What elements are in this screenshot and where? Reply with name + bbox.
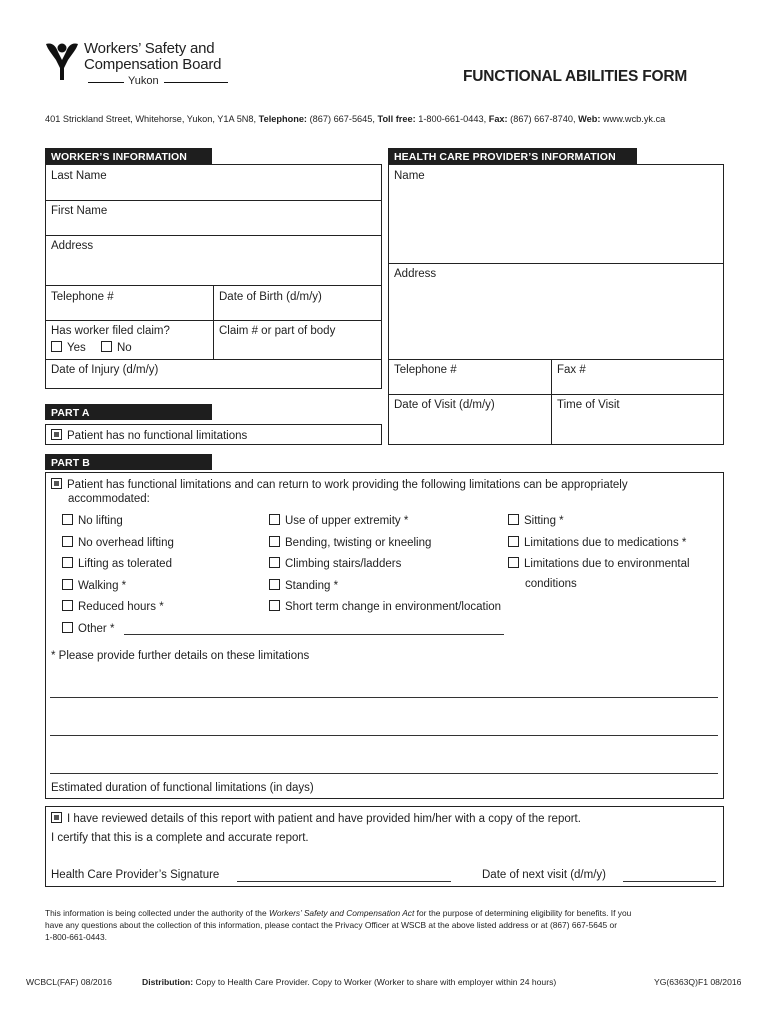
has-limitations-label-cont: accommodated: bbox=[68, 493, 150, 505]
distribution-text: Copy to Health Care Provider. Copy to Worker (Worker to share with employer within 24 hours) bbox=[195, 977, 557, 987]
wscb-logo-icon bbox=[42, 40, 82, 82]
no-limitations-checkbox[interactable] bbox=[51, 429, 62, 440]
next-visit-label: Date of next visit (d/m/y) bbox=[482, 869, 606, 881]
reviewed-checkbox[interactable] bbox=[51, 812, 62, 823]
reviewed-option bbox=[51, 812, 581, 825]
filed-claim-label: Has worker filed claim? bbox=[51, 325, 170, 337]
signature-label: Health Care Provider’s Signature bbox=[51, 869, 220, 881]
provider-col-divider bbox=[551, 359, 552, 445]
limitation-option bbox=[62, 557, 172, 570]
worker-divider-5 bbox=[45, 359, 382, 360]
web-value: www.wcb.yk.ca bbox=[602, 114, 666, 124]
fax-value: (867) 667-8740, bbox=[510, 114, 576, 124]
part-b-title: PART B bbox=[45, 454, 212, 470]
provider-divider-2 bbox=[388, 359, 724, 360]
duration-field[interactable]: Estimated duration of functional limitations (in days) bbox=[51, 782, 314, 794]
limitation-label: No lifting bbox=[78, 515, 123, 527]
web-label: Web: bbox=[578, 114, 601, 124]
worker-divider-1 bbox=[45, 200, 382, 201]
no-checkbox[interactable] bbox=[101, 341, 112, 352]
limitation-option bbox=[269, 514, 408, 527]
provider-telephone-field[interactable]: Telephone # bbox=[394, 364, 457, 376]
signature-line[interactable] bbox=[237, 881, 451, 882]
limitation-option bbox=[269, 536, 431, 549]
footer-yg-code: YG(6363Q)F1 08/2016 bbox=[654, 977, 742, 987]
limitation-label: Sitting * bbox=[524, 515, 564, 527]
footer-distribution bbox=[142, 977, 556, 987]
limitation-option bbox=[62, 536, 174, 549]
first-name-field[interactable]: First Name bbox=[51, 205, 108, 217]
form-title: FUNCTIONAL ABILITIES FORM bbox=[463, 68, 688, 85]
provider-section-title: HEALTH CARE PROVIDER’S INFORMATION bbox=[388, 148, 637, 164]
board-address: 401 Strickland Street, Whitehorse, Yukon, Y1A 5N8, bbox=[45, 114, 257, 124]
limitation-checkbox[interactable] bbox=[269, 579, 280, 590]
limitation-option bbox=[62, 579, 126, 592]
contact-line bbox=[45, 114, 665, 124]
limitation-checkbox[interactable] bbox=[508, 514, 519, 525]
limitation-label: Lifting as tolerated bbox=[78, 558, 172, 571]
limitation-label: Limitations due to environmental bbox=[524, 558, 690, 571]
has-limitations-label: Patient has functional limitations and can return to work providing the following limitations can be appropriately bbox=[67, 479, 628, 491]
part-a-title: PART A bbox=[45, 404, 212, 420]
limitation-label: Other * bbox=[78, 623, 115, 635]
date-of-visit-field[interactable]: Date of Visit (d/m/y) bbox=[394, 399, 495, 411]
has-limitations-checkbox[interactable] bbox=[51, 478, 62, 489]
limitation-label: Bending, twisting or kneeling bbox=[285, 536, 432, 549]
other-underline[interactable] bbox=[124, 634, 504, 635]
claim-number-field[interactable]: Claim # or part of body bbox=[219, 325, 336, 337]
yes-label: Yes bbox=[67, 342, 86, 354]
wscb-logo bbox=[42, 40, 242, 90]
limitation-label: Short term change in environment/location bbox=[285, 601, 502, 614]
yes-checkbox[interactable] bbox=[51, 341, 62, 352]
provider-divider-1 bbox=[388, 263, 724, 264]
further-details-label: * Please provide further details on these limitations bbox=[51, 650, 310, 662]
provider-fax-field[interactable]: Fax # bbox=[557, 364, 586, 376]
next-visit-line[interactable] bbox=[623, 881, 716, 882]
worker-address-field[interactable]: Address bbox=[51, 240, 94, 252]
logo-rule-right bbox=[164, 82, 228, 83]
limitation-label: Use of upper extremity * bbox=[285, 515, 409, 527]
limitation-checkbox[interactable] bbox=[269, 557, 280, 568]
no-limitations-option bbox=[51, 429, 247, 442]
tel-label: Telephone: bbox=[258, 114, 307, 124]
limitation-checkbox[interactable] bbox=[508, 557, 519, 568]
details-line-3[interactable] bbox=[50, 773, 718, 774]
tollfree-value: 1-800-661-0443, bbox=[418, 114, 487, 124]
logo-line-1: Workers’ Safety and bbox=[84, 40, 215, 57]
limitation-label: Climbing stairs/ladders bbox=[285, 558, 402, 571]
disclaimer bbox=[45, 907, 725, 943]
limitation-option bbox=[62, 600, 164, 613]
limitation-label: Standing * bbox=[285, 579, 339, 592]
worker-col-divider-1 bbox=[213, 285, 214, 320]
tel-value: (867) 667-5645, bbox=[309, 114, 375, 124]
limitation-label: No overhead lifting bbox=[78, 536, 174, 549]
limitation-checkbox[interactable] bbox=[62, 514, 73, 525]
fax-label: Fax: bbox=[488, 114, 508, 124]
disclaimer-part-1: This information is being collected under the authority of the bbox=[45, 908, 267, 918]
dob-field[interactable]: Date of Birth (d/m/y) bbox=[219, 291, 322, 303]
date-of-injury-field[interactable]: Date of Injury (d/m/y) bbox=[51, 364, 159, 376]
limitation-label: Limitations due to medications * bbox=[524, 536, 687, 549]
limitation-checkbox[interactable] bbox=[269, 514, 280, 525]
disclaimer-act: Workers’ Safety and Compensation Act bbox=[268, 908, 415, 918]
no-limitations-label: Patient has no functional limitations bbox=[67, 430, 248, 442]
limitation-checkbox[interactable] bbox=[62, 557, 73, 568]
reviewed-label: I have reviewed details of this report with patient and have provided him/her with a copy of the report. bbox=[67, 813, 581, 825]
logo-line-2: Compensation Board bbox=[84, 56, 222, 73]
has-limitations-option bbox=[51, 478, 716, 491]
disclaimer-part-2: for the purpose of determining eligibility for benefits. If you bbox=[416, 908, 632, 918]
limitation-option bbox=[62, 622, 114, 635]
limitation-option bbox=[62, 514, 123, 527]
disclaimer-line-3: 1-800-661-0443. bbox=[45, 932, 107, 942]
provider-address-field[interactable]: Address bbox=[394, 268, 437, 280]
limitation-label: Reduced hours * bbox=[78, 601, 164, 614]
footer-form-code: WCBCL(FAF) 08/2016 bbox=[26, 977, 112, 987]
provider-name-field[interactable]: Name bbox=[394, 170, 425, 182]
limitation-checkbox[interactable] bbox=[62, 579, 73, 590]
logo-line-3: Yukon bbox=[128, 75, 159, 87]
provider-divider-3 bbox=[388, 394, 724, 395]
worker-divider-2 bbox=[45, 235, 382, 236]
limitation-checkbox[interactable] bbox=[62, 622, 73, 633]
no-label: No bbox=[116, 342, 132, 354]
details-line-2[interactable] bbox=[50, 735, 718, 736]
limitation-label: Walking * bbox=[78, 579, 127, 592]
details-line-1[interactable] bbox=[50, 697, 718, 698]
limitation-option bbox=[269, 600, 501, 613]
disclaimer-line-1 bbox=[45, 907, 725, 919]
logo-rule-left bbox=[88, 82, 124, 83]
worker-col-divider-2 bbox=[213, 320, 214, 359]
time-of-visit-field[interactable]: Time of Visit bbox=[557, 399, 620, 411]
limitation-option bbox=[508, 557, 690, 570]
limitation-checkbox[interactable] bbox=[269, 536, 280, 547]
limitation-option bbox=[508, 514, 564, 527]
limitation-option bbox=[508, 536, 686, 549]
limitation-checkbox[interactable] bbox=[508, 536, 519, 547]
filed-claim-options bbox=[51, 341, 132, 354]
limitation-checkbox[interactable] bbox=[62, 536, 73, 547]
certify-statement: I certify that this is a complete and accurate report. bbox=[51, 832, 309, 844]
limitation-option bbox=[269, 557, 401, 570]
environmental-conditions-cont: conditions bbox=[525, 578, 577, 590]
disclaimer-line-2: have any questions about the collection of this information, please contact the Privacy Officer at WSCB at the above listed address or at (867) 667-5645 or bbox=[45, 920, 617, 930]
limitation-checkbox[interactable] bbox=[269, 600, 280, 611]
worker-section-title: WORKER’S INFORMATION bbox=[45, 148, 212, 164]
limitation-option bbox=[269, 579, 338, 592]
worker-telephone-field[interactable]: Telephone # bbox=[51, 291, 114, 303]
distribution-label: Distribution: bbox=[142, 977, 194, 987]
limitation-checkbox[interactable] bbox=[62, 600, 73, 611]
last-name-field[interactable]: Last Name bbox=[51, 170, 107, 182]
tollfree-label: Toll free: bbox=[377, 114, 416, 124]
